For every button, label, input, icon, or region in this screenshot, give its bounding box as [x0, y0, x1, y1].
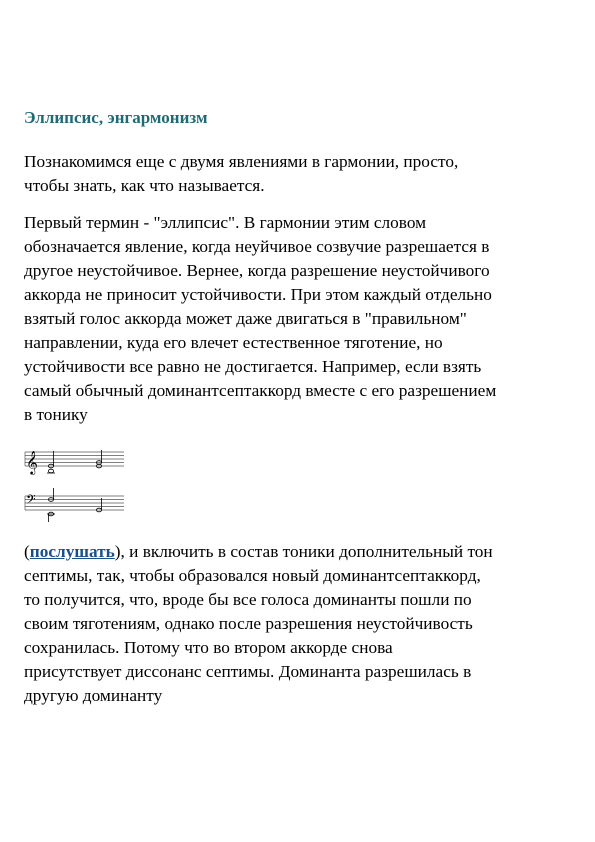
text-line: своим тяготениям, однако после разрешения неустойчивость [24, 614, 473, 633]
text-line [24, 540, 572, 564]
text-line: обозначается явление, когда неуйчивое созвучие разрешается в [24, 237, 490, 256]
text-line: септимы, так, чтобы образовался новый доминантсептаккорд, [24, 566, 481, 585]
text-line: взятый голос аккорда может даже двигаться в "правильном" [24, 309, 467, 328]
text-line: присутствует диссонанс септимы. Доминанта разрешилась в [24, 662, 472, 681]
ellipsis-definition-paragraph [24, 211, 572, 427]
text-line: другую доминанту [24, 686, 163, 705]
text-line: самый обычный доминантсептаккорд вместе с его разрешением [24, 381, 497, 400]
bass-chord-1 [47, 488, 55, 522]
music-notation-example [24, 440, 134, 522]
intro-paragraph [24, 150, 572, 198]
text-line: другое неустойчивое. Вернее, когда разрешение неустойчивого [24, 261, 490, 280]
treble-chord-1 [47, 451, 55, 473]
bass-staff [25, 496, 124, 510]
text-line: в тонику [24, 405, 88, 424]
continuation-paragraph [24, 540, 572, 708]
listen-link[interactable]: послушать [29, 542, 115, 561]
open-paren: ( [24, 542, 30, 561]
text-line: то получится, что, вроде бы все голоса доминанты пошли по [24, 590, 472, 609]
page-title: Эллипсис, энгармонизм [24, 108, 208, 127]
treble-clef-icon: 𝄞 [26, 450, 38, 474]
text-line: чтобы знать, как что называется. [24, 176, 265, 195]
text-line: направлении, куда его влечет естественное тяготение, но [24, 333, 443, 352]
line-rest: ), и включить в состав тоники дополнительный тон [114, 542, 493, 561]
bass-clef-icon: 𝄢 [26, 492, 36, 510]
treble-staff [25, 452, 124, 466]
text-line: Познакомимся еще с двумя явлениями в гармонии, просто, [24, 152, 459, 171]
text-line: Первый термин - "эллипсис". В гармонии этим словом [24, 213, 427, 232]
text-line: устойчивости все равно не достигается. Например, если взять [24, 357, 482, 376]
text-line: аккорда не приносит устойчивости. При этом каждый отдельно [24, 285, 492, 304]
text-line: сохранилась. Потому что во втором аккорде снова [24, 638, 393, 657]
